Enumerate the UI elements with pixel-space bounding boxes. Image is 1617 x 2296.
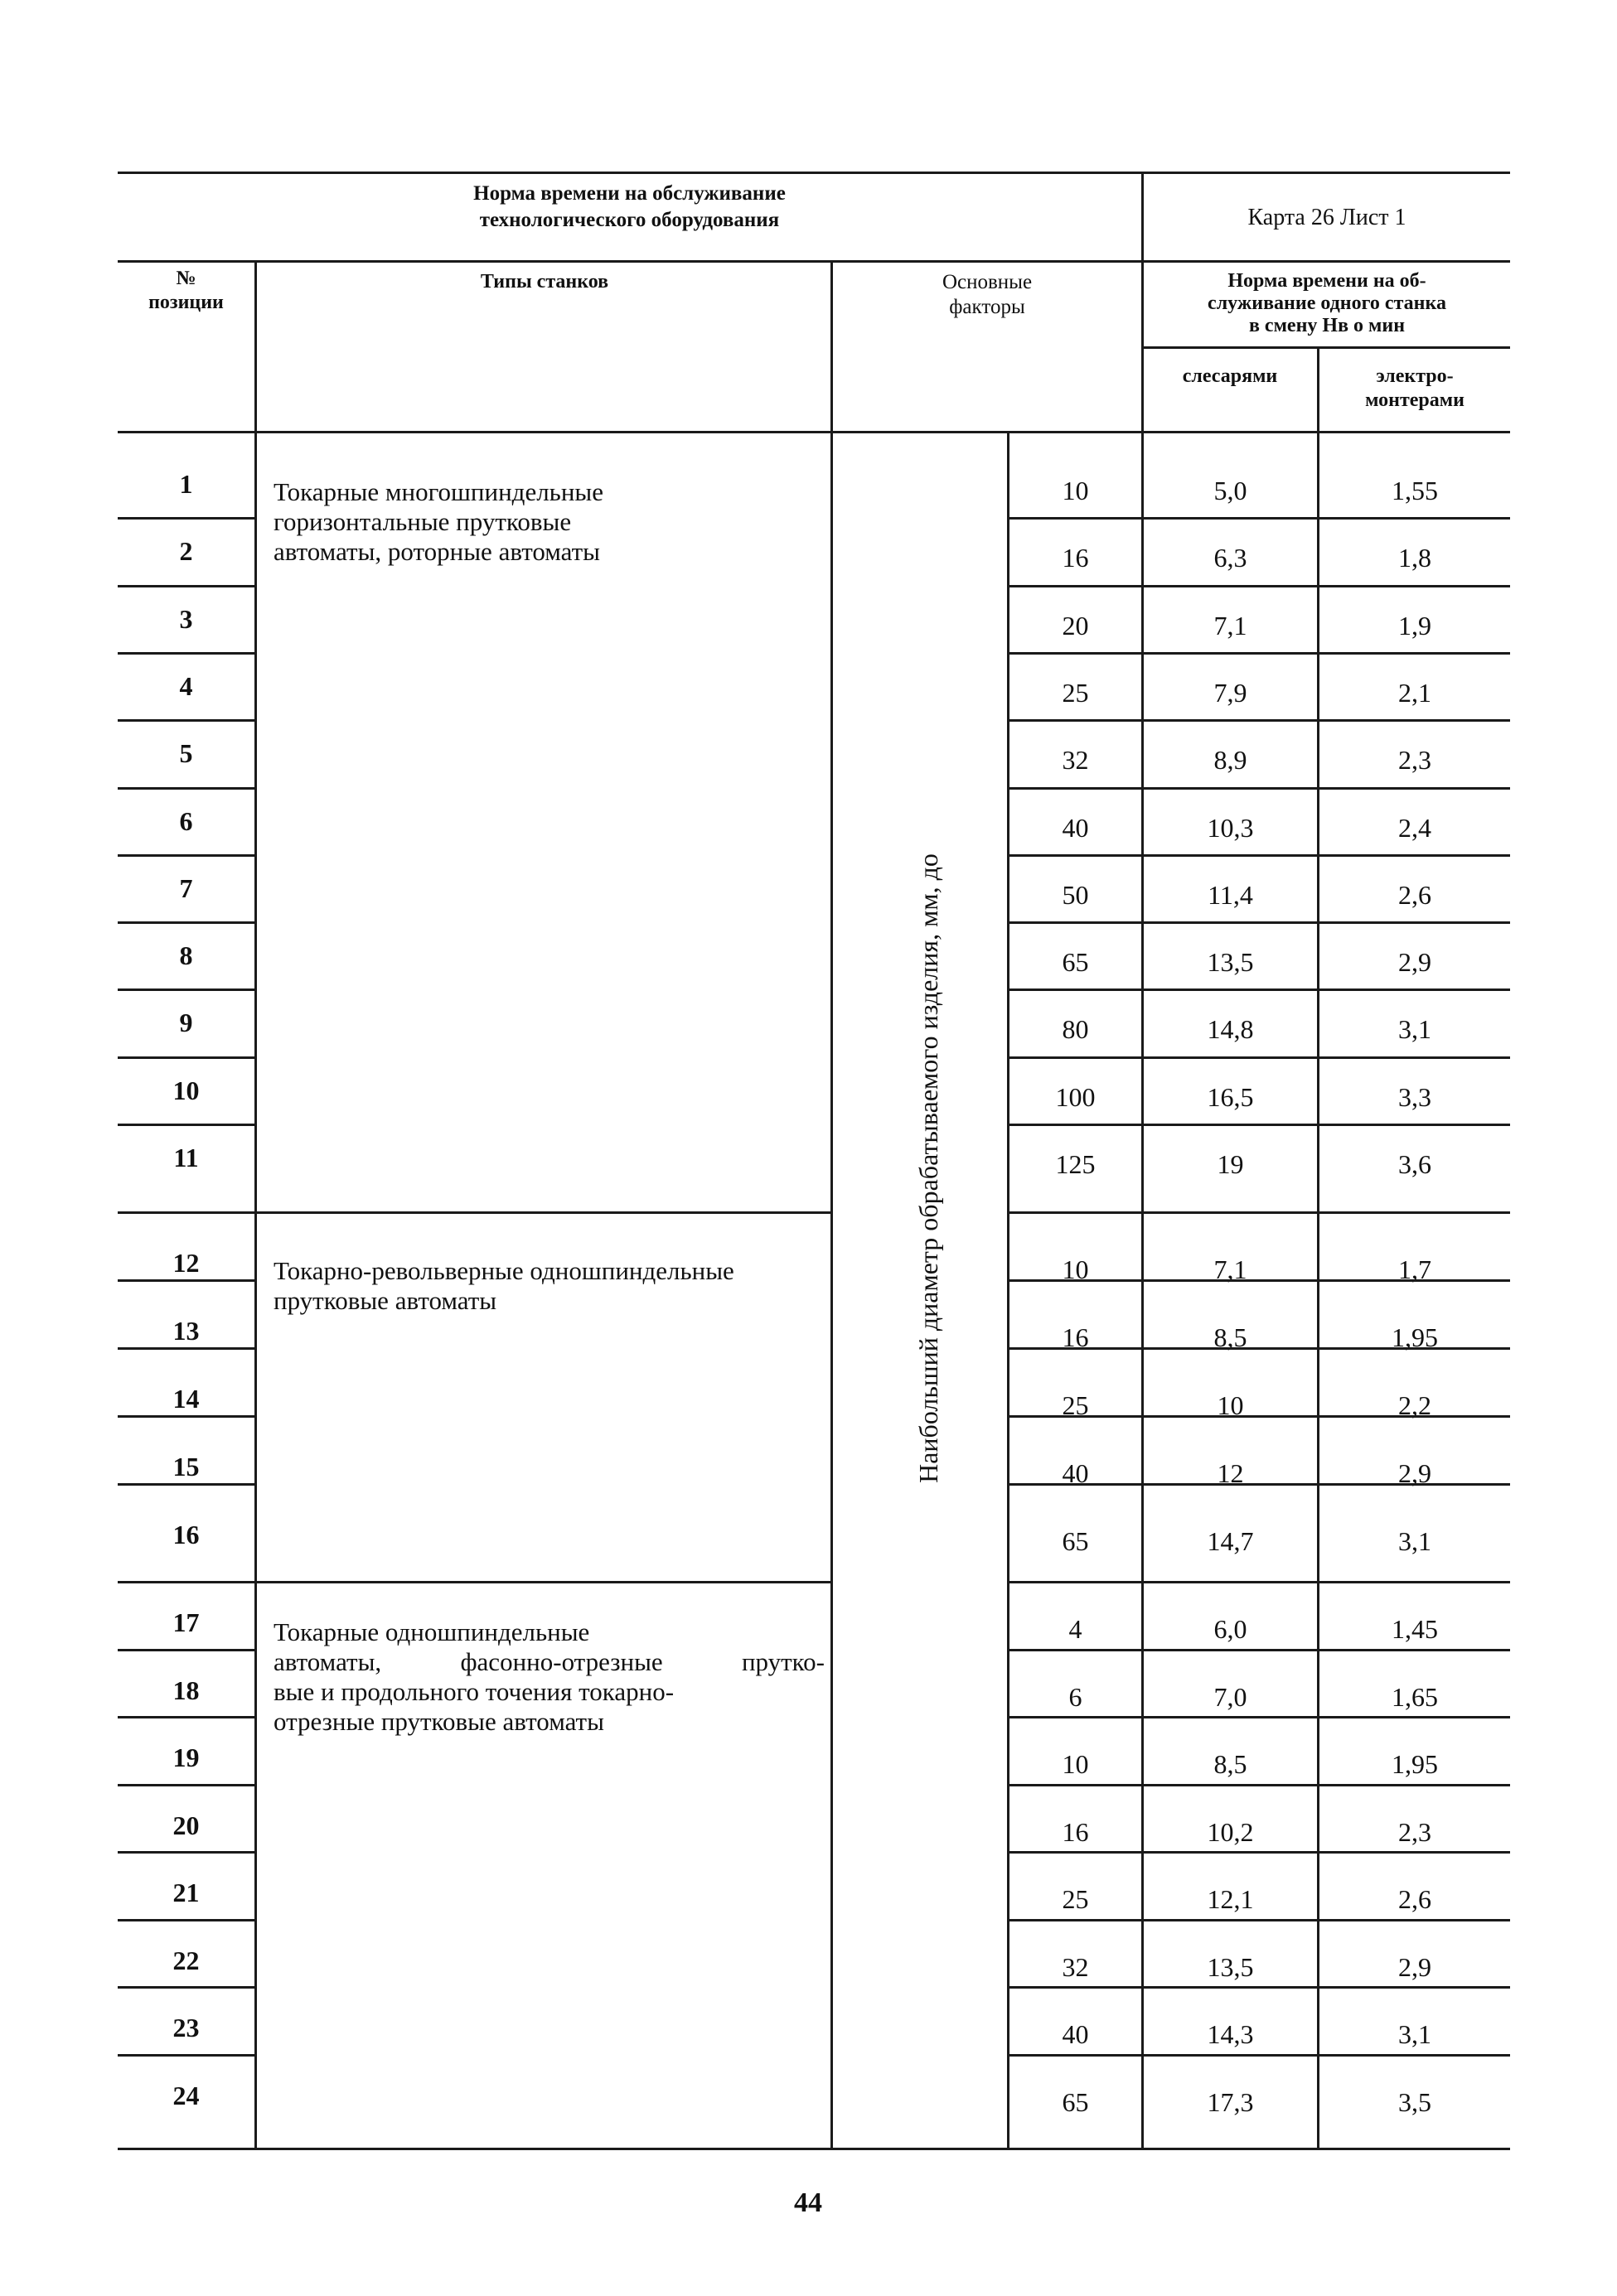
position-number: 22: [172, 1945, 200, 1975]
position-header-symbol: №: [176, 268, 196, 289]
diameter-value: 25: [1062, 1390, 1089, 1420]
page-number: 44: [794, 2187, 822, 2218]
position-number: 15: [172, 1452, 200, 1482]
electricians-header-line1: электро-: [1376, 365, 1454, 387]
fitters-value: 10,2: [1207, 1816, 1254, 1847]
row-separator: [1007, 1056, 1510, 1059]
position-number: 1: [179, 469, 193, 499]
card-title: [118, 181, 1141, 234]
body-top-rule: [118, 431, 1510, 433]
row-separator: [1007, 1784, 1510, 1786]
fitters-value: 6,3: [1213, 543, 1247, 573]
electricians-value: 2,9: [1398, 1458, 1431, 1488]
row-separator: [1007, 1716, 1510, 1718]
row-separator: [1007, 921, 1510, 924]
row-separator: [118, 1919, 254, 1921]
fitters-header: слесарями: [1182, 365, 1278, 387]
position-number: 12: [172, 1248, 200, 1278]
row-separator: [1007, 1919, 1510, 1921]
position-number: 13: [172, 1316, 200, 1346]
group-label-line: Токарные многошпиндельные: [274, 477, 603, 506]
fitters-value: 10,3: [1207, 812, 1254, 843]
fitters-value: 12,1: [1207, 1884, 1254, 1914]
fitters-value: 12: [1217, 1458, 1244, 1488]
position-number: 24: [172, 2080, 200, 2110]
position-header-label: позиции: [148, 292, 224, 313]
group-label-line: Токарно-револьверные одношпиндельные: [274, 1256, 734, 1285]
fitters-value: 5,0: [1213, 476, 1247, 505]
row-separator: [1007, 1279, 1510, 1282]
group-label-line: автоматы, роторные автоматы: [274, 537, 600, 566]
row-separator: [1007, 1483, 1510, 1486]
row-separator: [1007, 1415, 1510, 1418]
electricians-header-line2: монтерами: [1365, 389, 1464, 411]
row-separator: [118, 1124, 254, 1126]
position-number: 21: [172, 1878, 200, 1907]
position-header: [118, 267, 254, 315]
position-number: 2: [179, 536, 193, 567]
fitters-value: 7,0: [1213, 1681, 1247, 1712]
fitters-value: 7,1: [1213, 610, 1247, 640]
electricians-value: 3,1: [1398, 1014, 1431, 1045]
diameter-value: 4: [1068, 1614, 1082, 1644]
diameter-value: 16: [1062, 543, 1089, 573]
position-number: 3: [179, 603, 193, 634]
card-label: Карта 26 Лист 1: [1247, 205, 1406, 230]
fitters-value: 6,0: [1213, 1614, 1247, 1644]
position-number: 18: [172, 1675, 200, 1705]
diameter-value: 32: [1062, 745, 1089, 776]
factor-vertical-label: Наибольший диаметр обрабатываемого изделия, мм, до: [913, 853, 943, 1483]
electricians-value: 2,1: [1398, 677, 1431, 708]
row-separator: [1007, 2054, 1510, 2057]
diameter-value: 40: [1062, 812, 1089, 843]
electricians-value: 3,6: [1398, 1149, 1431, 1179]
electricians-value: 1,95: [1392, 1322, 1438, 1352]
main-factors-header-line1: Основные: [942, 271, 1033, 293]
position-number: 23: [172, 2013, 200, 2042]
types-column-line: [830, 260, 833, 2149]
position-number: 5: [179, 738, 193, 769]
time-norm-header-line1: Норма времени на об-: [1227, 270, 1426, 292]
row-separator: [118, 1056, 254, 1059]
fitters-value: 19: [1217, 1149, 1244, 1179]
group-separator-1: [254, 1211, 830, 1214]
position-number: 9: [179, 1008, 193, 1038]
row-separator: [118, 1851, 254, 1854]
electricians-value: 1,45: [1392, 1614, 1438, 1644]
position-number: 8: [179, 940, 193, 971]
row-separator: [118, 1716, 254, 1718]
electricians-value: 1,55: [1392, 476, 1438, 505]
electricians-value: 3,1: [1398, 1526, 1431, 1556]
diameter-value: 65: [1062, 947, 1089, 978]
row-separator: [1007, 652, 1510, 655]
diameter-value: 25: [1062, 1884, 1089, 1914]
position-number: 16: [172, 1520, 200, 1549]
row-separator: [118, 1986, 254, 1989]
row-separator: [118, 1415, 254, 1418]
electricians-value: 1,65: [1392, 1681, 1438, 1712]
diameter-value: 50: [1062, 879, 1089, 910]
row-separator: [1007, 719, 1510, 722]
electricians-value: 2,9: [1398, 1951, 1431, 1982]
position-number: 17: [172, 1607, 200, 1637]
diameter-value: 32: [1062, 1951, 1089, 1982]
row-separator: [1007, 1986, 1510, 1989]
fitters-value: 13,5: [1207, 947, 1254, 978]
fitters-value: 14,3: [1207, 2019, 1254, 2049]
position-number: 20: [172, 1810, 200, 1840]
row-separator: [118, 585, 254, 587]
electricians-value: 1,8: [1398, 543, 1431, 573]
group-label-line: Токарные одношпиндельные: [274, 1617, 590, 1646]
row-separator: [1007, 1851, 1510, 1854]
diameter-value: 10: [1062, 1254, 1089, 1284]
row-separator: [118, 787, 254, 790]
row-separator: [118, 2054, 254, 2057]
diameter-value: 6: [1068, 1681, 1082, 1712]
group-separator-2: [254, 1581, 830, 1583]
machine-types-header: Типы станков: [480, 271, 609, 292]
row-separator: [118, 652, 254, 655]
electricians-header: [1319, 365, 1510, 413]
row-separator: [1007, 1581, 1510, 1583]
row-separator: [1007, 1649, 1510, 1651]
position-number: 19: [172, 1743, 200, 1772]
group-label-multispindle: [274, 477, 821, 567]
electricians-value: 1,7: [1398, 1254, 1431, 1284]
row-separator: [118, 719, 254, 722]
position-number: 11: [173, 1143, 199, 1172]
header-rule: [118, 260, 1510, 263]
row-separator: [118, 517, 254, 520]
fitters-value: 7,9: [1213, 677, 1247, 708]
row-separator: [118, 1347, 254, 1350]
main-factors-header: [835, 270, 1140, 320]
group-label-line: прутковые автоматы: [274, 1286, 497, 1315]
time-norm-subheader-rule: [1144, 346, 1510, 349]
electricians-value: 2,4: [1398, 812, 1431, 843]
row-separator: [1007, 988, 1510, 991]
position-column-line: [254, 260, 257, 2149]
card-title-line2: технологического оборудования: [479, 209, 780, 231]
position-number: 14: [172, 1384, 200, 1414]
group-label-line: отрезные прутковые автоматы: [274, 1707, 604, 1736]
diameter-value: 65: [1062, 2086, 1089, 2117]
group-label-turret: [274, 1256, 825, 1316]
position-number: 4: [179, 670, 193, 701]
electricians-value: 2,2: [1398, 1390, 1431, 1420]
group-label-line: вые и продольного точения токарно-: [274, 1677, 675, 1706]
time-norm-header-line3: в смену Нв о мин: [1248, 315, 1406, 336]
diameter-value: 100: [1055, 1081, 1096, 1112]
row-separator: [1007, 517, 1510, 520]
diameter-value: 16: [1062, 1322, 1089, 1352]
row-separator: [118, 988, 254, 991]
diameter-value: 25: [1062, 677, 1089, 708]
diameter-value: 16: [1062, 1816, 1089, 1847]
row-separator: [118, 854, 254, 857]
time-norm-header: [1144, 270, 1510, 337]
fitters-value: 7,1: [1213, 1254, 1247, 1284]
diameter-value: 40: [1062, 2019, 1089, 2049]
position-number: 10: [172, 1075, 200, 1105]
fitters-value: 14,7: [1207, 1526, 1254, 1556]
row-separator: [118, 1483, 254, 1486]
diameter-value: 80: [1062, 1014, 1089, 1045]
row-separator: [118, 921, 254, 924]
fitters-value: 14,8: [1207, 1014, 1254, 1045]
electricians-value: 1,95: [1392, 1749, 1438, 1779]
electricians-value: 1,9: [1398, 610, 1431, 640]
row-separator: [1007, 787, 1510, 790]
row-separator: [118, 1784, 254, 1786]
row-separator: [118, 1649, 254, 1651]
diameter-value: 40: [1062, 1458, 1089, 1488]
diameter-value: 10: [1062, 1749, 1089, 1779]
row-separator: [1007, 854, 1510, 857]
row-separator: [1007, 1347, 1510, 1350]
row-separator: [1007, 1124, 1510, 1126]
group-label-line: горизонтальные прутковые: [274, 507, 572, 536]
fitters-value: 16,5: [1207, 1081, 1254, 1112]
fitters-value: 10: [1217, 1390, 1244, 1420]
position-number: 7: [179, 872, 193, 903]
diameter-value: 65: [1062, 1526, 1089, 1556]
fitters-value: 17,3: [1207, 2086, 1254, 2117]
row-separator: [118, 1581, 254, 1583]
group-label-single-spindle: [274, 1617, 825, 1737]
row-separator: [118, 1279, 254, 1282]
electricians-value: 3,5: [1398, 2086, 1431, 2117]
fitters-value: 8,5: [1213, 1749, 1247, 1779]
electricians-value: 3,3: [1398, 1081, 1431, 1112]
electricians-value: 2,3: [1398, 745, 1431, 776]
electricians-value: 2,3: [1398, 1816, 1431, 1847]
row-separator: [118, 1211, 254, 1214]
fitters-value: 13,5: [1207, 1951, 1254, 1982]
diameter-value: 125: [1055, 1149, 1096, 1179]
group-label-line: автоматы, фасонно-отрезные прутко-: [274, 1647, 825, 1676]
table-bottom-rule: [118, 2148, 1510, 2150]
fitters-value: 11,4: [1208, 879, 1253, 910]
position-number: 6: [179, 805, 193, 836]
row-separator: [1007, 585, 1510, 587]
diameter-value: 20: [1062, 610, 1089, 640]
electricians-value: 3,1: [1398, 2019, 1431, 2049]
fitters-value: 8,9: [1213, 745, 1247, 776]
diameter-value: 10: [1062, 476, 1089, 505]
time-norm-header-line2: служивание одного станка: [1208, 292, 1446, 314]
table-top-rule: [118, 172, 1510, 174]
fitters-value: 8,5: [1213, 1322, 1247, 1352]
row-separator: [1007, 1211, 1510, 1214]
electricians-value: 2,6: [1398, 1884, 1431, 1914]
card-title-line1: Норма времени на обслуживание: [473, 182, 786, 205]
main-factors-header-line2: факторы: [949, 296, 1025, 318]
electricians-value: 2,6: [1398, 879, 1431, 910]
electricians-value: 2,9: [1398, 947, 1431, 978]
